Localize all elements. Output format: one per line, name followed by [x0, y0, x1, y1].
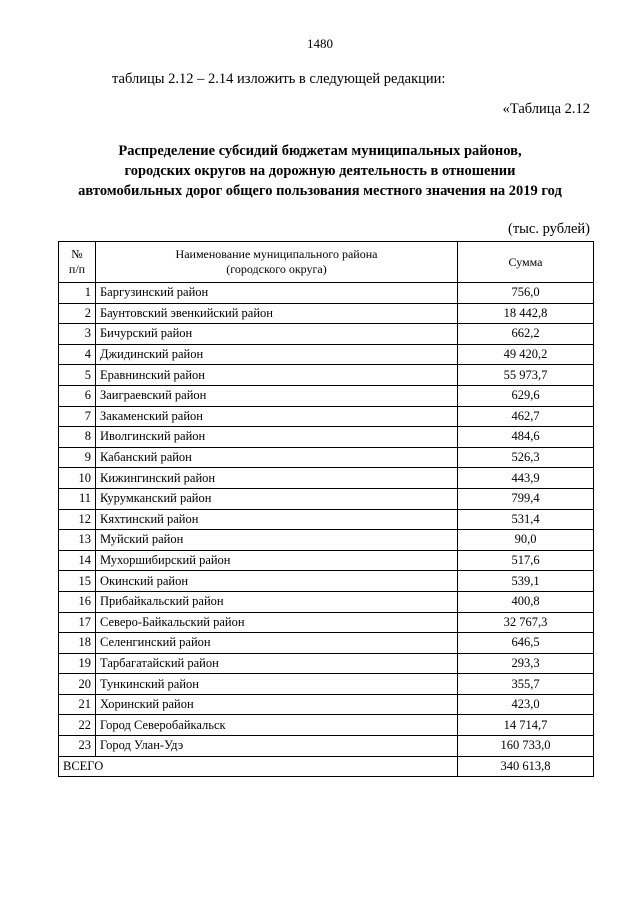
row-number: 8: [59, 427, 96, 448]
row-name: Кижингинский район: [96, 468, 458, 489]
row-name: Мухоршибирский район: [96, 550, 458, 571]
header-number-line: п/п: [68, 262, 86, 276]
row-number: 15: [59, 571, 96, 592]
table-row: [59, 344, 594, 365]
table-header-row: [59, 242, 594, 283]
row-name: Тункинский район: [96, 674, 458, 695]
row-name: Курумканский район: [96, 488, 458, 509]
row-number: 17: [59, 612, 96, 633]
table-row: [59, 736, 594, 757]
row-name: Северо-Байкальский район: [96, 612, 458, 633]
row-number: 21: [59, 694, 96, 715]
row-sum: 400,8: [458, 591, 594, 612]
table-row: [59, 550, 594, 571]
row-number: 16: [59, 591, 96, 612]
row-name: Город Улан-Удэ: [96, 736, 458, 757]
table-row: [59, 303, 594, 324]
table-row: [59, 653, 594, 674]
table-row: [59, 427, 594, 448]
table-row: [59, 283, 594, 304]
total-row: [59, 756, 594, 777]
row-name: Город Северобайкальск: [96, 715, 458, 736]
table-row: [59, 447, 594, 468]
row-sum: 293,3: [458, 653, 594, 674]
title-line: городских округов на дорожную деятельность в отношении: [124, 163, 516, 179]
row-name: Баунтовский эвенкийский район: [96, 303, 458, 324]
total-sum: 340 613,8: [458, 756, 594, 777]
row-sum: 484,6: [458, 427, 594, 448]
row-number: 5: [59, 365, 96, 386]
header-sum: Сумма: [458, 242, 594, 283]
row-sum: 662,2: [458, 324, 594, 345]
row-number: 23: [59, 736, 96, 757]
row-name: Бичурский район: [96, 324, 458, 345]
table-row: [59, 530, 594, 551]
table-row: [59, 612, 594, 633]
row-sum: 799,4: [458, 488, 594, 509]
row-sum: 160 733,0: [458, 736, 594, 757]
table-row: [59, 571, 594, 592]
row-number: 11: [59, 488, 96, 509]
row-number: 3: [59, 324, 96, 345]
header-name: [96, 242, 458, 283]
title-line: автомобильных дорог общего пользования местного значения на 2019 год: [78, 183, 562, 199]
table-label: «Таблица 2.12: [502, 101, 590, 117]
table-row: [59, 694, 594, 715]
units-label: (тыс. рублей): [508, 221, 590, 237]
row-sum: 49 420,2: [458, 344, 594, 365]
row-sum: 32 767,3: [458, 612, 594, 633]
row-name: Селенгинский район: [96, 633, 458, 654]
table-row: [59, 365, 594, 386]
row-name: Баргузинский район: [96, 283, 458, 304]
row-sum: 646,5: [458, 633, 594, 654]
row-number: 7: [59, 406, 96, 427]
row-name: Еравнинский район: [96, 365, 458, 386]
row-number: 6: [59, 385, 96, 406]
row-number: 9: [59, 447, 96, 468]
row-number: 14: [59, 550, 96, 571]
table-row: [59, 468, 594, 489]
row-name: Заиграевский район: [96, 385, 458, 406]
table-row: [59, 509, 594, 530]
row-sum: 14 714,7: [458, 715, 594, 736]
row-sum: 355,7: [458, 674, 594, 695]
row-number: 1: [59, 283, 96, 304]
row-name: Закаменский район: [96, 406, 458, 427]
row-number: 10: [59, 468, 96, 489]
row-sum: 55 973,7: [458, 365, 594, 386]
table-row: [59, 591, 594, 612]
table-row: [59, 324, 594, 345]
row-name: Иволгинский район: [96, 427, 458, 448]
intro-text: таблицы 2.12 – 2.14 изложить в следующей редакции:: [112, 71, 446, 87]
row-sum: 531,4: [458, 509, 594, 530]
table-row: [59, 385, 594, 406]
row-number: 12: [59, 509, 96, 530]
table-row: [59, 406, 594, 427]
row-number: 19: [59, 653, 96, 674]
row-name: Тарбагатайский район: [96, 653, 458, 674]
total-label: ВСЕГО: [59, 756, 458, 777]
row-name: Прибайкальский район: [96, 591, 458, 612]
row-sum: 526,3: [458, 447, 594, 468]
row-number: 18: [59, 633, 96, 654]
row-sum: 443,9: [458, 468, 594, 489]
table-row: [59, 715, 594, 736]
row-number: 2: [59, 303, 96, 324]
row-name: Кяхтинский район: [96, 509, 458, 530]
table-row: [59, 674, 594, 695]
row-number: 20: [59, 674, 96, 695]
row-sum: 517,6: [458, 550, 594, 571]
row-sum: 756,0: [458, 283, 594, 304]
row-number: 22: [59, 715, 96, 736]
page-number: 1480: [307, 36, 333, 51]
row-name: Кабанский район: [96, 447, 458, 468]
row-name: Хоринский район: [96, 694, 458, 715]
subsidy-table: [58, 241, 594, 777]
header-number: [59, 242, 96, 283]
row-name: Джидинский район: [96, 344, 458, 365]
header-name-line: Наименование муниципального района: [175, 247, 378, 261]
row-name: Окинский район: [96, 571, 458, 592]
row-sum: 90,0: [458, 530, 594, 551]
title-line: Распределение субсидий бюджетам муниципальных районов,: [118, 143, 522, 159]
table-title: [40, 141, 600, 201]
row-number: 4: [59, 344, 96, 365]
row-sum: 18 442,8: [458, 303, 594, 324]
table-row: [59, 488, 594, 509]
row-name: Муйский район: [96, 530, 458, 551]
row-sum: 539,1: [458, 571, 594, 592]
header-name-line: (городского округа): [226, 262, 327, 276]
table-row: [59, 633, 594, 654]
row-sum: 423,0: [458, 694, 594, 715]
row-sum: 629,6: [458, 385, 594, 406]
row-sum: 462,7: [458, 406, 594, 427]
header-number-line: №: [71, 247, 83, 261]
row-number: 13: [59, 530, 96, 551]
